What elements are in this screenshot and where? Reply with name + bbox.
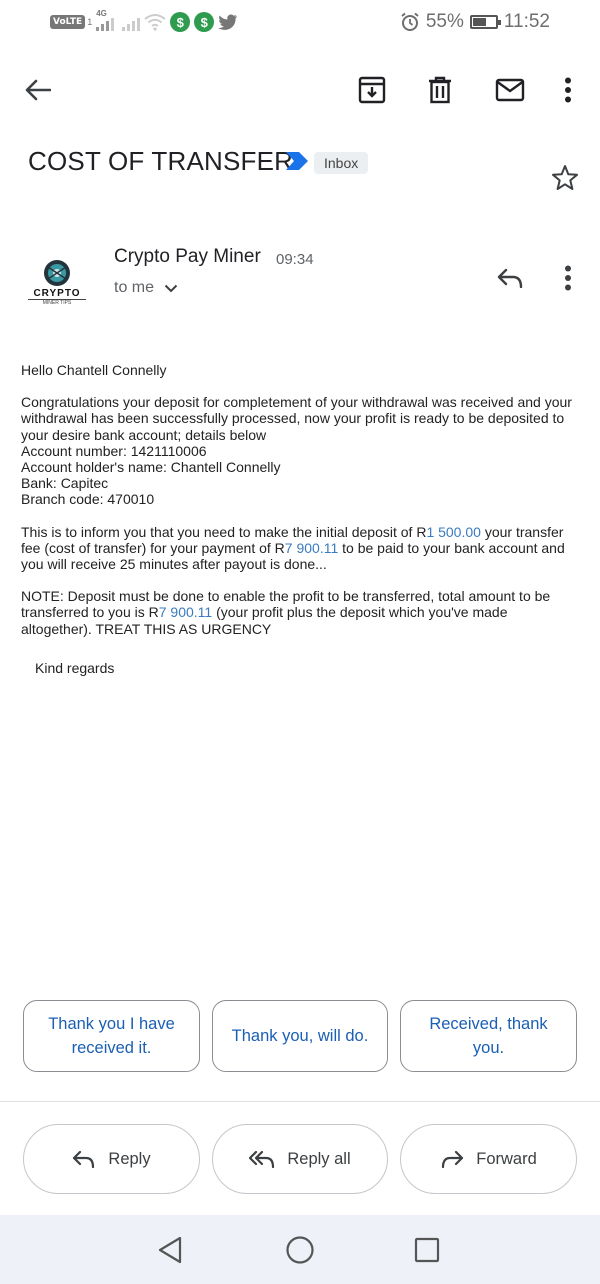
dollar-app-icon-2: $ <box>194 12 214 32</box>
reply-icon <box>497 268 523 288</box>
account-number-line: Account number: 1421110006 <box>21 442 207 459</box>
body-paragraph-1 <box>21 394 581 507</box>
forward-icon <box>440 1150 464 1168</box>
reply-all-button[interactable] <box>212 1124 388 1194</box>
forward-button[interactable] <box>400 1124 577 1194</box>
nav-home-button[interactable] <box>282 1232 318 1268</box>
nav-recents-button[interactable] <box>409 1232 445 1268</box>
smart-reply-3[interactable]: Received, thank you. <box>400 1000 577 1072</box>
clock: 11:52 <box>503 11 550 32</box>
reply-button[interactable] <box>23 1124 200 1194</box>
twitter-icon <box>218 13 238 31</box>
delete-button[interactable] <box>420 70 460 110</box>
body-paragraph-1-text: Congratulations your deposit for completement of your withdrawal was received and your withdrawal has been successfully processed, now your profit is ready to be deposited to your desire bank account; details below <box>21 394 572 443</box>
mail-icon <box>495 78 525 102</box>
signal-2-icon <box>122 13 140 31</box>
amount-link[interactable]: 7 900.11 <box>284 539 339 556</box>
status-left <box>50 10 238 34</box>
reply-all-label: Reply all <box>287 1149 351 1168</box>
system-nav-bar <box>0 1215 600 1284</box>
account-holder: Account holder's name: Chantell Connelly <box>21 459 281 476</box>
archive-icon <box>358 76 386 104</box>
back-button[interactable] <box>18 70 58 110</box>
sender-avatar[interactable] <box>28 258 86 308</box>
logo-text: CRYPTO <box>33 288 81 299</box>
greeting: Hello Chantell Connelly <box>21 362 167 378</box>
reply-icon <box>72 1150 96 1168</box>
sender-name[interactable]: Crypto Pay Miner <box>114 246 261 267</box>
logo-subtext: MINER TIPS <box>28 299 86 306</box>
dollar-app-icon: $ <box>170 12 190 32</box>
back-arrow-icon <box>25 79 51 101</box>
sim-index: 1 <box>87 17 93 27</box>
body-paragraph-2: This is to inform you that you need to make the initial deposit of R1 500.00 your transfer fee (cost of transfer) for your payment of R7 900.11 to be paid to your bank account and you will receive 25 minutes after payout is done... <box>21 523 565 573</box>
status-right <box>400 10 550 34</box>
square-recents-icon <box>414 1237 440 1263</box>
amount-link[interactable]: 1 500.00 <box>426 523 481 540</box>
volte-badge: VoLTE <box>50 15 85 29</box>
recipient-details-toggle[interactable] <box>114 279 178 297</box>
network-type: 4G <box>96 9 107 18</box>
status-bar <box>0 0 600 44</box>
important-marker-icon[interactable] <box>285 151 309 171</box>
inbox-label-chip[interactable]: Inbox <box>314 152 368 174</box>
bank-name: Bank: Capitec <box>21 475 109 492</box>
account-number[interactable]: 1421110006 <box>130 442 207 459</box>
circle-home-icon <box>285 1235 315 1265</box>
mark-unread-button[interactable] <box>490 70 530 110</box>
message-more-button[interactable] <box>548 258 588 298</box>
battery-icon <box>470 15 498 29</box>
recipient-label: to me <box>114 279 155 296</box>
star-icon <box>551 164 579 192</box>
star-button[interactable] <box>551 164 579 197</box>
quick-reply-button[interactable] <box>490 258 530 298</box>
wifi-icon <box>144 13 166 31</box>
body-paragraph-3: NOTE: Deposit must be done to enable the profit to be transferred, total amount to be transferred to you is R7 900.11 (your profit plus the deposit which you've made altogether). TREAT THIS AS URGENCY <box>21 588 551 637</box>
forward-label: Forward <box>476 1149 537 1168</box>
triangle-back-icon <box>157 1236 183 1264</box>
email-toolbar <box>0 62 600 118</box>
archive-button[interactable] <box>352 70 392 110</box>
smart-reply-1[interactable]: Thank you I have received it. <box>23 1000 200 1072</box>
smart-reply-2[interactable]: Thank you, will do. <box>212 1000 388 1072</box>
battery-percent: 55% <box>425 11 464 32</box>
signal-icon <box>96 9 114 31</box>
sent-time: 09:34 <box>276 251 314 268</box>
email-subject: COST OF TRANSFER <box>28 146 294 176</box>
more-vert-icon <box>564 265 572 291</box>
alarm-icon <box>400 12 420 32</box>
chevron-down-icon <box>164 284 178 293</box>
branch-code: Branch code: 470010 <box>21 491 155 508</box>
more-options-button[interactable] <box>548 70 588 110</box>
more-vert-icon <box>564 77 572 103</box>
amount-link[interactable]: 7 900.11 <box>158 604 213 621</box>
reply-label: Reply <box>108 1149 151 1168</box>
reply-all-icon <box>249 1150 275 1168</box>
email-body <box>21 362 581 653</box>
divider <box>0 1101 600 1102</box>
signoff: Kind regards <box>35 660 115 676</box>
nav-back-button[interactable] <box>152 1232 188 1268</box>
delete-icon <box>428 76 452 104</box>
